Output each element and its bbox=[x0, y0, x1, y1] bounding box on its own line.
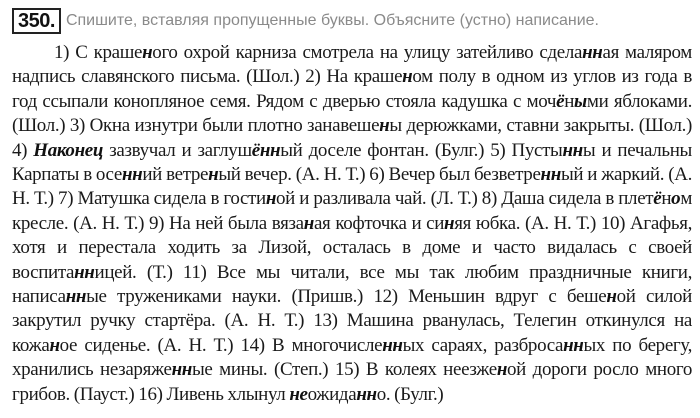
inserted-letters: н bbox=[496, 359, 508, 381]
text-fragment: ой и разливала чай. (Л. Т.) 8) Даша сидела в плет bbox=[276, 188, 654, 210]
text-fragment: ый доселе фонтан. (Булг.) 5) Пусты bbox=[280, 139, 563, 161]
inserted-letters: нн bbox=[171, 359, 192, 381]
inserted-letters: не bbox=[289, 383, 308, 405]
text-fragment: ые мины. (Степ.) 15) В колеях неезже bbox=[191, 359, 497, 381]
text-fragment: н bbox=[564, 90, 575, 112]
text-fragment: м кресле. (А. Н. Т.) 9) На ней была вяза bbox=[12, 188, 692, 234]
text-fragment: яя юбка. (А. Н. Т.) 10) Агафья, хотя и перестала ходить за Лизой, осталась в доме и часто видалась с своей воспита bbox=[12, 212, 692, 283]
inserted-letters: нн bbox=[563, 334, 584, 356]
inserted-letters: нн bbox=[582, 42, 603, 63]
text-fragment: ом полу в одном из углов из года в год ссыпали конопляное семя. Рядом с дверью стояла кадушка с моч bbox=[12, 66, 692, 112]
text-fragment: н bbox=[661, 188, 672, 210]
text-fragment: ий ветре bbox=[142, 164, 209, 186]
text-fragment: ая кофточка и си bbox=[313, 212, 445, 234]
inserted-letters: н bbox=[379, 115, 390, 137]
inserted-letters: нн bbox=[382, 334, 403, 356]
inserted-letters: н bbox=[444, 212, 455, 234]
exercise-text bbox=[12, 41, 692, 407]
inserted-letters: нн bbox=[540, 164, 561, 186]
task-header bbox=[12, 7, 692, 35]
inserted-letters: н bbox=[49, 334, 60, 356]
inserted-letters: н bbox=[402, 66, 413, 88]
inserted-letters: нн bbox=[121, 164, 143, 186]
text-fragment: ицей. (Т.) 11) Все мы читали, все мы так любим праздничные книги, написа bbox=[12, 261, 692, 308]
text-fragment: ый вечер. (А. Н. Т.) 6) Вечер был безветре bbox=[218, 164, 541, 186]
inserted-letters: Наконец bbox=[33, 139, 104, 161]
text-fragment: ожида bbox=[307, 383, 357, 405]
inserted-letters: нн bbox=[74, 261, 95, 283]
inserted-letters: н bbox=[142, 42, 153, 63]
text-fragment: ая маляром надпись славянского письма. (Шол.) 2) На краше bbox=[12, 42, 692, 88]
inserted-letters: н bbox=[606, 286, 617, 308]
text-fragment: о. (Булг.) bbox=[376, 383, 444, 405]
task-number: 350. bbox=[12, 8, 61, 34]
inserted-letters: ы bbox=[574, 90, 587, 112]
inserted-letters: ённ bbox=[251, 139, 281, 161]
text-fragment: ми яблоками. (Шол.) 3) Окна изнутри были плотно занавеше bbox=[12, 90, 692, 137]
text-fragment: ой силой закрутил ручку стартёра. (А. Н. Т.) 13) Машина рванулась, Телегин откинулся на кожа bbox=[12, 286, 692, 356]
text-fragment: зазвучал и заглуш bbox=[103, 139, 252, 161]
inserted-letters: нн bbox=[356, 383, 377, 405]
inserted-letters: нн bbox=[562, 139, 583, 161]
inserted-letters: н bbox=[265, 188, 277, 210]
text-fragment: ы и печальны Карпаты в осе bbox=[12, 139, 692, 186]
task-instruction: Спишите, вставляя пропущенные буквы. Объясните (устно) написание. bbox=[65, 12, 599, 29]
inserted-letters: н bbox=[303, 212, 314, 234]
inserted-letters: н bbox=[208, 164, 219, 186]
inserted-letters: ё bbox=[556, 90, 565, 112]
text-fragment: ы дерюжками, ставни закрыты. (Шол.) 4) bbox=[12, 115, 692, 161]
text-fragment: ые тружениками науки. (Пришв.) 12) Меньшин вдруг с беше bbox=[86, 286, 607, 308]
inserted-letters: ё bbox=[653, 188, 662, 210]
inserted-letters: о bbox=[671, 188, 681, 210]
text-fragment: ых сараях, разброса bbox=[402, 334, 564, 356]
text-fragment: ое сиденье. (А. Н. Т.) 14) В многочисле bbox=[59, 334, 383, 356]
text-fragment: ого охрой карниза смотрела на улицу затейливо сдела bbox=[152, 42, 583, 63]
text-fragment: 1) С краше bbox=[54, 42, 143, 63]
text-fragment: ых по берегу, хранились незаряже bbox=[12, 334, 692, 381]
text-fragment: ой дороги росло много грибов. (Пауст.) 16) Ливень хлынул bbox=[12, 359, 692, 405]
text-fragment: ый и жаркий. (А. Н. Т.) 7) Матушка сидела в гости bbox=[12, 164, 693, 210]
inserted-letters: нн bbox=[65, 286, 87, 308]
